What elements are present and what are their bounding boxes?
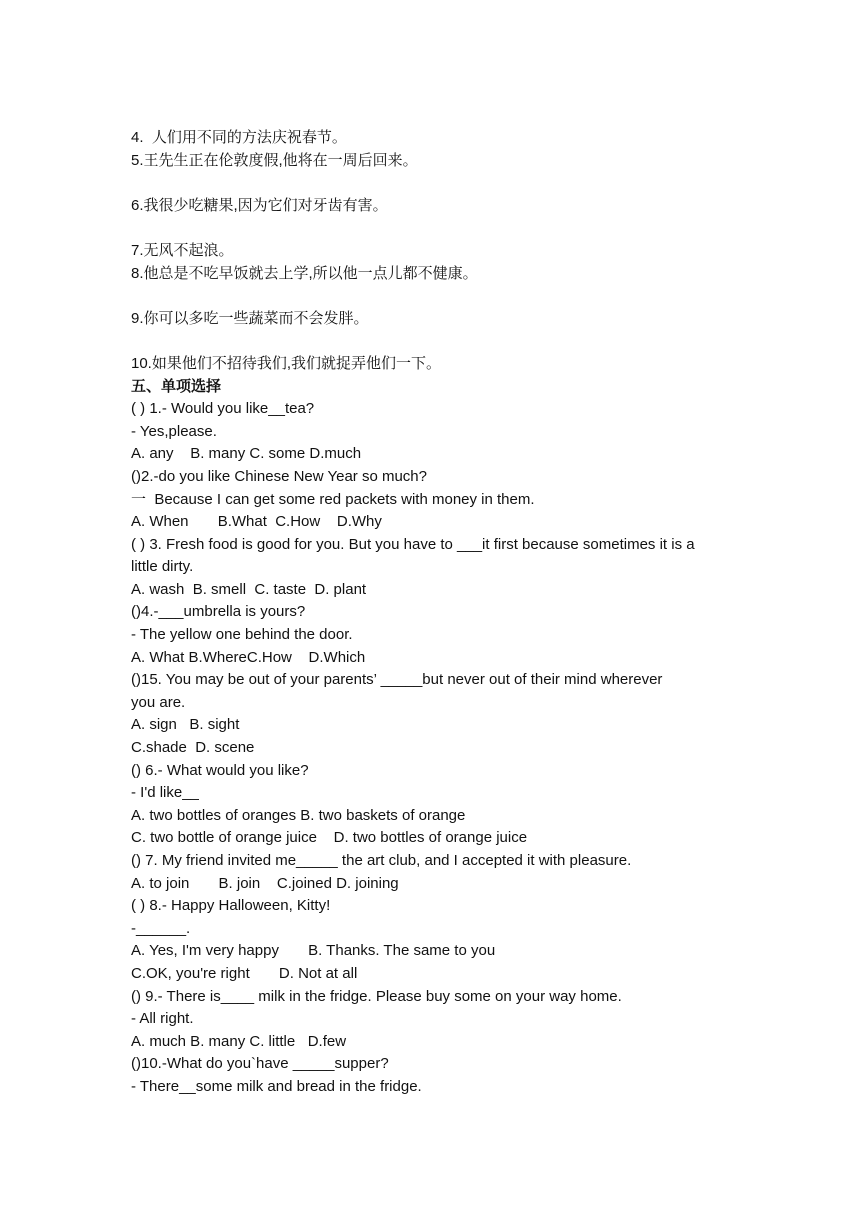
options-line: A. much B. many C. little D.few (131, 1032, 347, 1050)
question-line: - I'd like__ (131, 784, 199, 802)
options-line: A. any B. many C. some D.much (131, 445, 362, 463)
translation-item-4: 4. 人们用不同的方法庆祝春节。 (131, 129, 347, 146)
question-line: - All right. (131, 1010, 194, 1028)
blank-line (131, 285, 751, 308)
question-line: little dirty. (131, 558, 194, 576)
translation-item-6: 6.我很少吃糖果,因为它们对牙齿有害。 (131, 196, 388, 214)
question-line: ( ) 8.- Happy Halloween, Kitty! (131, 897, 331, 915)
question-line: ( ) 3. Fresh food is good for you. But you have to ___it first because sometimes it is a (131, 535, 695, 553)
translation-item-8: 8.他总是不吃早饭就去上学,所以他一点儿都不健康。 (131, 264, 478, 282)
options-line: A. sign B. sight (131, 716, 240, 734)
options-line: A. two bottles of oranges B. two baskets of orange (131, 806, 466, 824)
options-line: A. to join B. join C.joined D. joining (131, 874, 399, 892)
question-line: () 6.- What would you like? (131, 761, 309, 779)
question-line: ()15. You may be out of your parents’ _____but never out of their mind wherever (131, 671, 663, 689)
section-heading: 五、单项选择 (131, 377, 222, 395)
translation-item-10: 10.如果他们不招待我们,我们就捉弄他们一下。 (131, 354, 442, 372)
question-line: () 9.- There is____ milk in the fridge. Please buy some on your way home. (131, 987, 622, 1005)
translation-item-9: 9.你可以多吃一些蔬菜而不会发胖。 (131, 309, 369, 327)
options-line: C. two bottle of orange juice D. two bottles of orange juice (131, 829, 528, 847)
question-line: you are. (131, 693, 186, 711)
options-line: C.OK, you're right D. Not at all (131, 964, 358, 982)
blank-line (131, 172, 751, 195)
question-line: - The yellow one behind the door. (131, 626, 353, 644)
question-line: -______. (131, 919, 191, 937)
blank-line (131, 217, 751, 240)
question-line: ()2.-do you like Chinese New Year so much? (131, 467, 427, 485)
blank-line (131, 330, 751, 353)
question-line: ()4.-___umbrella is yours? (131, 603, 306, 621)
question-line: ( ) 1.- Would you like__tea? (131, 400, 315, 418)
options-line: C.shade D. scene (131, 739, 255, 757)
question-line: ()10.-What do you`have _____supper? (131, 1055, 389, 1073)
question-line: - There__some milk and bread in the fridge. (131, 1077, 422, 1095)
document-body (131, 127, 751, 1099)
question-line: 一 Because I can get some red packets with money in them. (131, 490, 535, 508)
options-line: A. When B.What C.How D.Why (131, 513, 382, 531)
options-line: A. Yes, I'm very happy B. Thanks. The same to you (131, 942, 496, 960)
question-line: () 7. My friend invited me_____ the art club, and I accepted it with pleasure. (131, 852, 632, 869)
options-line: A. wash B. smell C. taste D. plant (131, 580, 367, 598)
translation-item-5: 5.王先生正在伦敦度假,他将在一周后回来。 (131, 151, 418, 169)
question-line: - Yes,please. (131, 422, 217, 440)
options-line: A. What B.WhereC.How D.Which (131, 648, 366, 666)
translation-item-7: 7.无风不起浪。 (131, 241, 234, 259)
